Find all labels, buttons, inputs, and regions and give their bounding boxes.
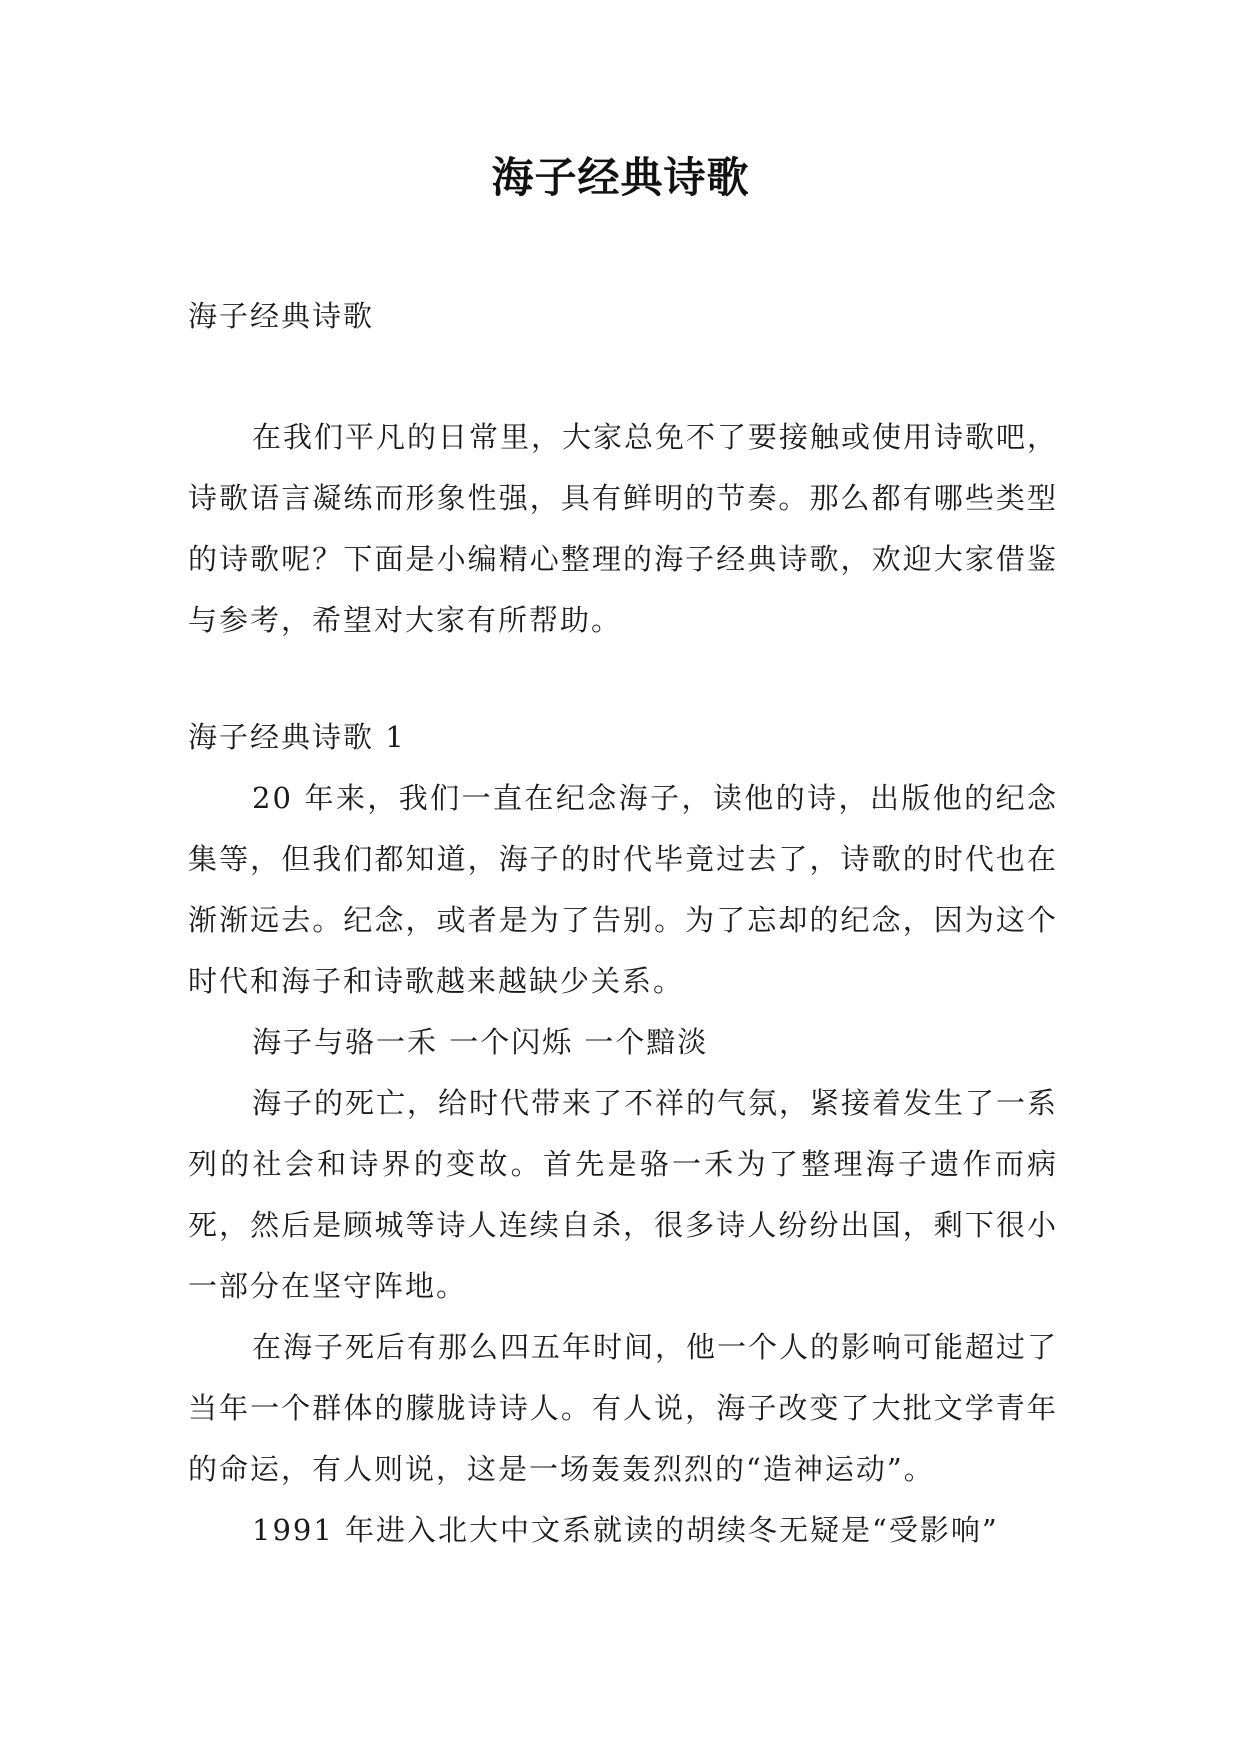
spacer — [188, 651, 1058, 707]
body-paragraph: 在海子死后有那么四五年时间，他一个人的影响可能超过了当年一个群体的朦胧诗诗人。有人说，海子改变了大批文学青年的命运，有人则说，这是一场轰轰烈烈的“造神运动”。 — [188, 1330, 1059, 1486]
body-paragraph: 1991 年进入北大中文系就读的胡续冬无疑是“受影响” — [252, 1513, 999, 1547]
intro-paragraph: 在我们平凡的日常里，大家总免不了要接触或使用诗歌吧，诗歌语言凝练而形象性强，具有鲜明的节奏。那么都有哪些类型的诗歌呢？下面是小编精心整理的海子经典诗歌，欢迎大家借鉴与参考，希望对大家有所帮助。 — [188, 420, 1059, 637]
spacer — [188, 347, 1058, 407]
document-subtitle: 海子经典诗歌 — [188, 299, 375, 333]
document-body — [188, 286, 1058, 1561]
body-paragraph-subheading: 海子与骆一禾 一个闪烁 一个黯淡 — [252, 1025, 709, 1059]
section-heading: 海子经典诗歌 1 — [188, 720, 406, 754]
body-paragraph: 20 年来，我们一直在纪念海子，读他的诗，出版他的纪念集等，但我们都知道，海子的时代毕竟过去了，诗歌的时代也在渐渐远去。纪念，或者是为了告别。为了忘却的纪念，因为这个时代和海子和诗歌越来越缺少关系。 — [188, 781, 1058, 998]
document-title: 海子经典诗歌 — [491, 153, 750, 202]
body-paragraph: 海子的死亡，给时代带来了不祥的气氛，紧接着发生了一系列的社会和诗界的变故。首先是骆一禾为了整理海子遗作而病死，然后是顾城等诗人连续自杀，很多诗人纷纷出国，剩下很小一部分在坚守阵地。 — [188, 1086, 1059, 1303]
